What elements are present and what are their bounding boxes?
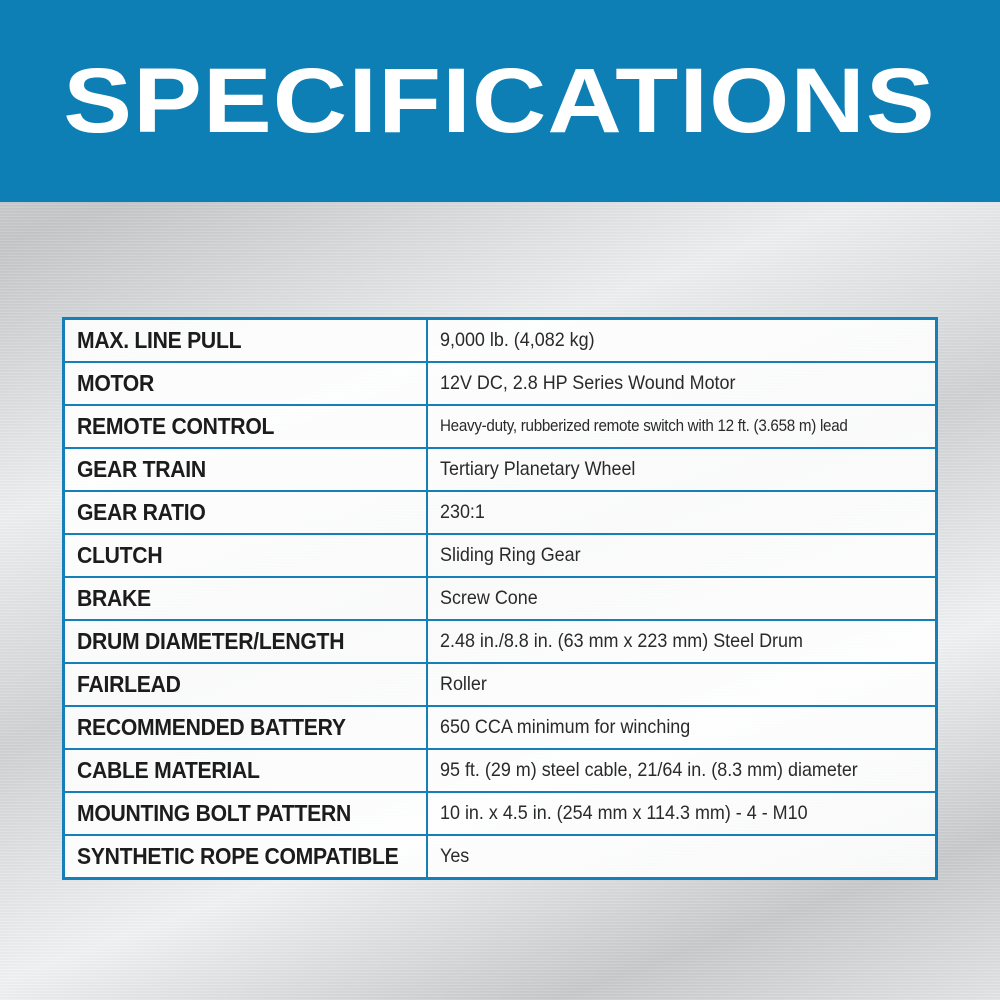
- specifications-table: [62, 317, 938, 880]
- spec-value: 2.48 in./8.8 in. (63 mm x 223 mm) Steel Drum: [427, 620, 936, 663]
- spec-label: BRAKE: [64, 577, 428, 620]
- spec-value: Tertiary Planetary Wheel: [427, 448, 936, 491]
- table-row: [64, 319, 937, 363]
- spec-value: 95 ft. (29 m) steel cable, 21/64 in. (8.3 mm) diameter: [427, 749, 936, 792]
- table-row: [64, 706, 937, 749]
- spec-value: 12V DC, 2.8 HP Series Wound Motor: [427, 362, 936, 405]
- spec-label: GEAR RATIO: [64, 491, 428, 534]
- spec-label: MOTOR: [64, 362, 428, 405]
- table-row: [64, 448, 937, 491]
- table-row: [64, 491, 937, 534]
- spec-value: 10 in. x 4.5 in. (254 mm x 114.3 mm) - 4 - M10: [427, 792, 936, 835]
- spec-label: CLUTCH: [64, 534, 428, 577]
- spec-label: DRUM DIAMETER/LENGTH: [64, 620, 428, 663]
- table-row: [64, 749, 937, 792]
- spec-label: CABLE MATERIAL: [64, 749, 428, 792]
- table-row: [64, 534, 937, 577]
- spec-value: Roller: [427, 663, 936, 706]
- table-row: [64, 362, 937, 405]
- spec-value: Yes: [427, 835, 936, 879]
- spec-label: FAIRLEAD: [64, 663, 428, 706]
- header-banner: [0, 0, 1000, 202]
- table-row: [64, 577, 937, 620]
- spec-value: Heavy-duty, rubberized remote switch with 12 ft. (3.658 m) lead: [427, 405, 936, 448]
- spec-label: MAX. LINE PULL: [64, 319, 428, 363]
- spec-value: 650 CCA minimum for winching: [427, 706, 936, 749]
- table-row: [64, 835, 937, 879]
- table-row: [64, 405, 937, 448]
- spec-value: 230:1: [427, 491, 936, 534]
- spec-label: RECOMMENDED BATTERY: [64, 706, 428, 749]
- page-title: SPECIFICATIONS: [63, 49, 937, 152]
- table-row: [64, 620, 937, 663]
- spec-label: GEAR TRAIN: [64, 448, 428, 491]
- spec-label: MOUNTING BOLT PATTERN: [64, 792, 428, 835]
- spec-label: REMOTE CONTROL: [64, 405, 428, 448]
- spec-label: SYNTHETIC ROPE COMPATIBLE: [64, 835, 428, 879]
- table-row: [64, 663, 937, 706]
- spec-value: 9,000 lb. (4,082 kg): [440, 329, 596, 351]
- table-row: [64, 792, 937, 835]
- spec-value: Sliding Ring Gear: [427, 534, 936, 577]
- spec-value: Screw Cone: [427, 577, 936, 620]
